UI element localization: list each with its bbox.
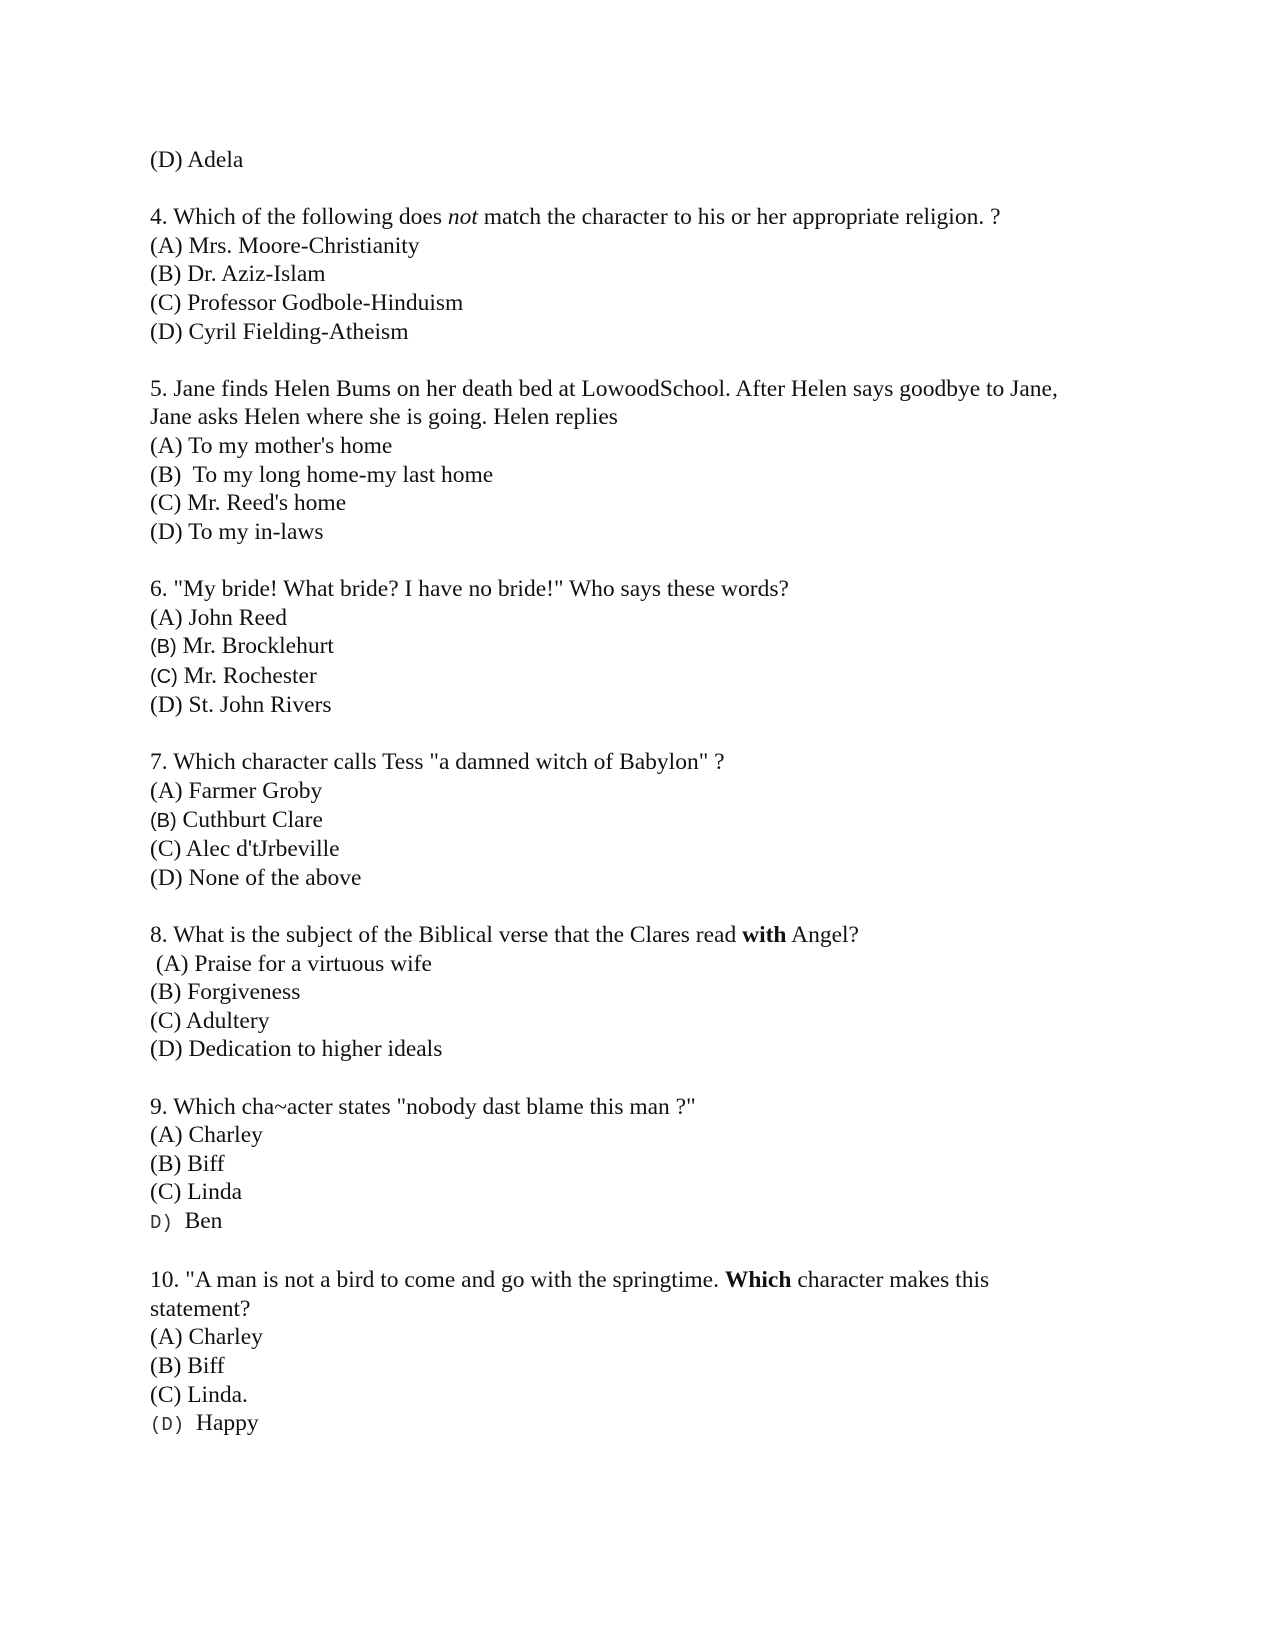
question-10-stem-bold: Which bbox=[724, 1267, 792, 1294]
question-9-option-c: (C) Linda bbox=[150, 1179, 243, 1206]
question-7 bbox=[150, 748, 1130, 892]
question-10-option-d-text: Happy bbox=[184, 1410, 259, 1437]
question-8 bbox=[150, 921, 1130, 1064]
question-5-option-d: (D) To my in-laws bbox=[150, 518, 324, 545]
question-3-option-d: (D) Adela bbox=[150, 147, 244, 173]
question-10-stem-pre: 10. "A man is not a bird to come and go with the springtime. bbox=[150, 1267, 725, 1294]
question-6-stem: 6. "My bride! What bride? I have no bride!" Who says these words? bbox=[150, 575, 789, 602]
question-6-option-c-letter: (C) bbox=[150, 665, 178, 688]
question-6-option-b-text: Mr. Brocklehurt bbox=[176, 633, 334, 660]
question-5 bbox=[150, 375, 1130, 547]
question-4-option-d: (D) Cyril Fielding-Atheism bbox=[150, 318, 409, 345]
question-6-option-b bbox=[150, 632, 1130, 662]
question-5-option-c: (C) Mr. Reed's home bbox=[150, 490, 347, 517]
question-7-option-b bbox=[150, 806, 1130, 836]
question-4-stem bbox=[150, 203, 1130, 232]
question-10-stem-post: character makes this statement? bbox=[150, 1267, 990, 1322]
document-page bbox=[150, 146, 1130, 1468]
question-9-option-d-letter: D) bbox=[150, 1211, 173, 1234]
question-4-option-b: (B) Dr. Aziz-Islam bbox=[150, 261, 326, 288]
question-7-option-c: (C) Alec d'tJrbeville bbox=[150, 836, 340, 863]
question-8-option-c: (C) Adultery bbox=[150, 1007, 270, 1034]
question-6-option-a: (A) John Reed bbox=[150, 604, 288, 631]
question-10-option-a: (A) Charley bbox=[150, 1324, 263, 1351]
question-4-option-a: (A) Mrs. Moore-Christianity bbox=[150, 232, 420, 259]
question-8-stem bbox=[150, 921, 1130, 950]
question-9-option-d-text: Ben bbox=[172, 1207, 223, 1234]
question-10-option-b: (B) Biff bbox=[150, 1352, 225, 1379]
question-7-option-a: (A) Farmer Groby bbox=[150, 778, 323, 805]
question-6 bbox=[150, 575, 1130, 720]
question-4-option-c: (C) Professor Godbole-Hinduism bbox=[150, 289, 464, 316]
question-9 bbox=[150, 1093, 1130, 1238]
question-10-stem bbox=[150, 1266, 1030, 1323]
question-4-stem-emphasis: not bbox=[447, 204, 478, 231]
question-7-stem: 7. Which character calls Tess "a damned witch of Babylon" ? bbox=[150, 749, 725, 776]
question-7-option-b-letter: (B) bbox=[150, 809, 177, 832]
question-10-option-d-letter: (D) bbox=[150, 1414, 185, 1437]
question-10-option-d bbox=[150, 1409, 1130, 1440]
question-6-option-c-text: Mr. Rochester bbox=[177, 662, 317, 689]
question-5-stem: 5. Jane finds Helen Bums on her death bed at LowoodSchool. After Helen says goodbye to Jane, Jane asks Helen where she is going. Helen replies bbox=[150, 375, 1058, 431]
question-9-stem: 9. Which cha~acter states "nobody dast blame this man ?" bbox=[150, 1093, 696, 1120]
question-5-option-a: (A) To my mother's home bbox=[150, 432, 393, 459]
question-10 bbox=[150, 1266, 1130, 1440]
question-6-option-c bbox=[150, 662, 1130, 692]
question-8-stem-pre: 8. What is the subject of the Biblical verse that the Clares read bbox=[150, 922, 743, 949]
question-4 bbox=[150, 203, 1130, 346]
question-6-option-d: (D) St. John Rivers bbox=[150, 692, 332, 719]
question-8-option-b: (B) Forgiveness bbox=[150, 979, 301, 1006]
question-4-stem-post: match the character to his or her appropriate religion. ? bbox=[477, 204, 1001, 231]
question-9-option-a: (A) Charley bbox=[150, 1122, 263, 1149]
question-7-option-b-text: Cuthburt Clare bbox=[176, 806, 323, 833]
question-7-option-d: (D) None of the above bbox=[150, 864, 362, 891]
question-6-option-b-letter: (B) bbox=[150, 636, 177, 659]
question-3-continued bbox=[150, 146, 1130, 175]
question-10-option-c: (C) Linda. bbox=[150, 1381, 248, 1408]
question-5-option-b: (B) To my long home-my last home bbox=[150, 461, 494, 488]
question-9-option-d bbox=[150, 1207, 1130, 1238]
question-4-stem-pre: 4. Which of the following does bbox=[150, 204, 448, 231]
question-8-stem-bold: with bbox=[742, 922, 787, 949]
question-8-option-d: (D) Dedication to higher ideals bbox=[150, 1036, 443, 1063]
question-8-stem-post: Angel? bbox=[786, 922, 859, 949]
question-8-option-a: (A) Praise for a virtuous wife bbox=[150, 950, 432, 977]
question-9-option-b: (B) Biff bbox=[150, 1150, 225, 1177]
